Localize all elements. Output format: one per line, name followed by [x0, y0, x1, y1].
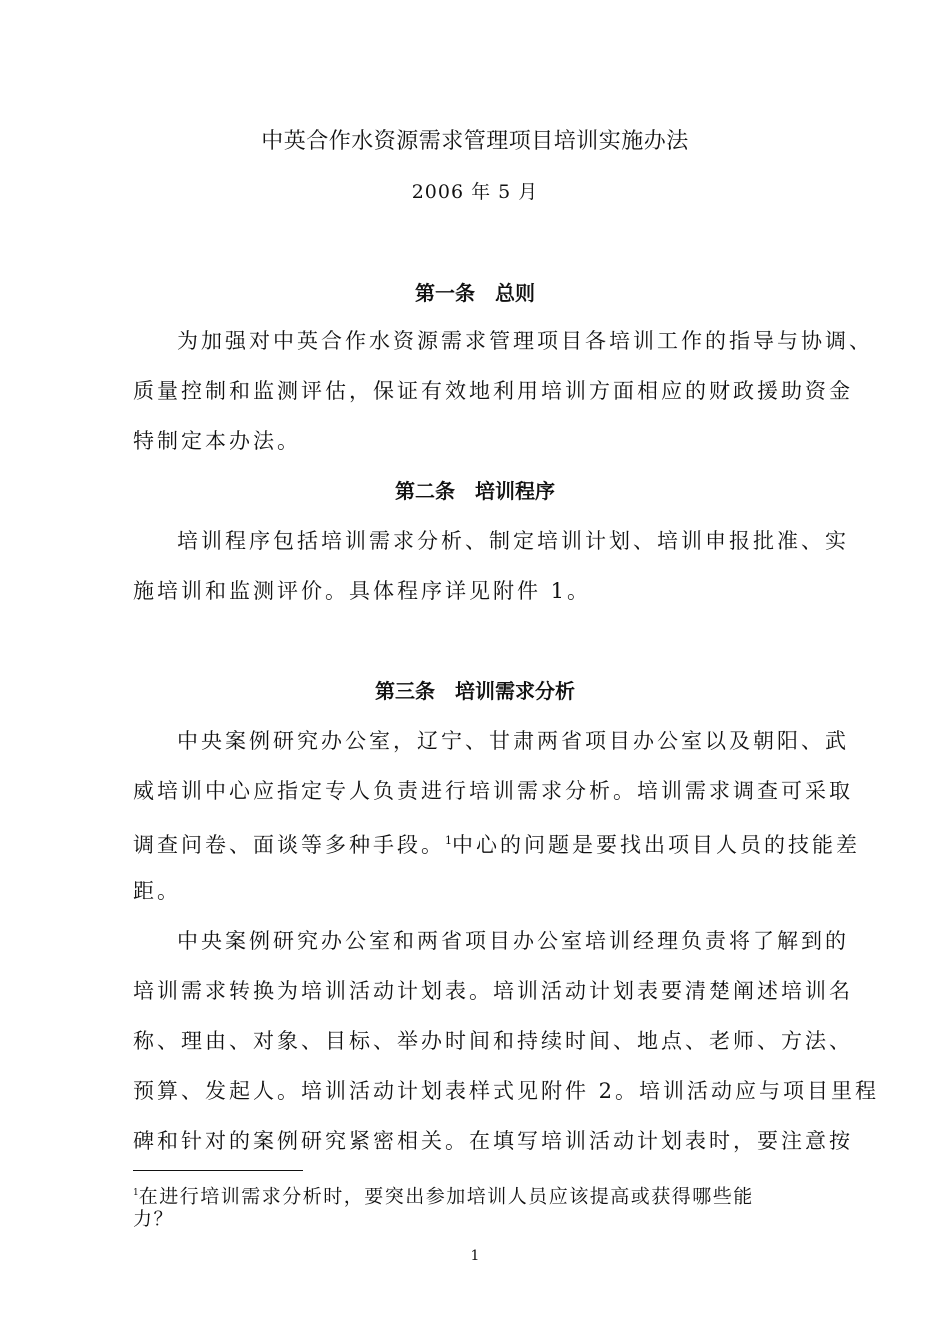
paragraph-line: 施培训和监测评价。具体程序详见附件 1。	[133, 579, 592, 603]
paragraph-line: 为加强对中英合作水资源需求管理项目各培训工作的指导与协调、	[177, 329, 873, 353]
footnote-line: 力？	[133, 1208, 175, 1230]
paragraph-line: 中央案例研究办公室和两省项目办公室培训经理负责将了解到的	[177, 929, 849, 953]
paragraph-line-with-footnote	[133, 826, 860, 860]
page-number: 1	[470, 1248, 480, 1264]
paragraph-line: 中央案例研究办公室，辽宁、甘肃两省项目办公室以及朝阳、武	[177, 729, 849, 753]
paragraph-line: 培训需求转换为培训活动计划表。培训活动计划表要清楚阐述培训名	[133, 979, 853, 1003]
section-heading-general: 第一条 总则	[415, 281, 535, 305]
paragraph-line: 质量控制和监测评估，保证有效地利用培训方面相应的财政援助资金	[133, 379, 853, 403]
line-text: 调查问卷、面谈等多种手段。	[133, 833, 445, 857]
line-text: 中心的问题是要找出项目人员的技能差	[452, 833, 860, 857]
paragraph-line: 预算、发起人。培训活动计划表样式见附件 2。培训活动应与项目里程	[133, 1079, 880, 1103]
section-heading-needs-analysis: 第三条 培训需求分析	[375, 679, 575, 703]
footnote-reference[interactable]: 1	[445, 834, 452, 847]
footnote-text: 在进行培训需求分析时，要突出参加培训人员应该提高或获得哪些能	[138, 1185, 754, 1208]
paragraph-line: 距。	[133, 879, 181, 903]
section-heading-procedure: 第二条 培训程序	[395, 479, 555, 503]
footnote-separator	[133, 1170, 303, 1171]
footnote-line	[133, 1180, 754, 1209]
document-title: 中英合作水资源需求管理项目培训实施办法	[261, 129, 689, 154]
paragraph-line: 称、理由、对象、目标、举办时间和持续时间、地点、老师、方法、	[133, 1029, 853, 1053]
paragraph-line: 培训程序包括培训需求分析、制定培训计划、培训申报批准、实	[177, 529, 849, 553]
footnote-mark: 1	[133, 1188, 139, 1198]
paragraph-line: 威培训中心应指定专人负责进行培训需求分析。培训需求调查可采取	[133, 779, 853, 803]
paragraph-line: 特制定本办法。	[133, 429, 301, 453]
paragraph-line: 碑和针对的案例研究紧密相关。在填写培训活动计划表时，要注意按	[133, 1129, 853, 1153]
document-date: 2006 年 5 月	[411, 181, 539, 203]
